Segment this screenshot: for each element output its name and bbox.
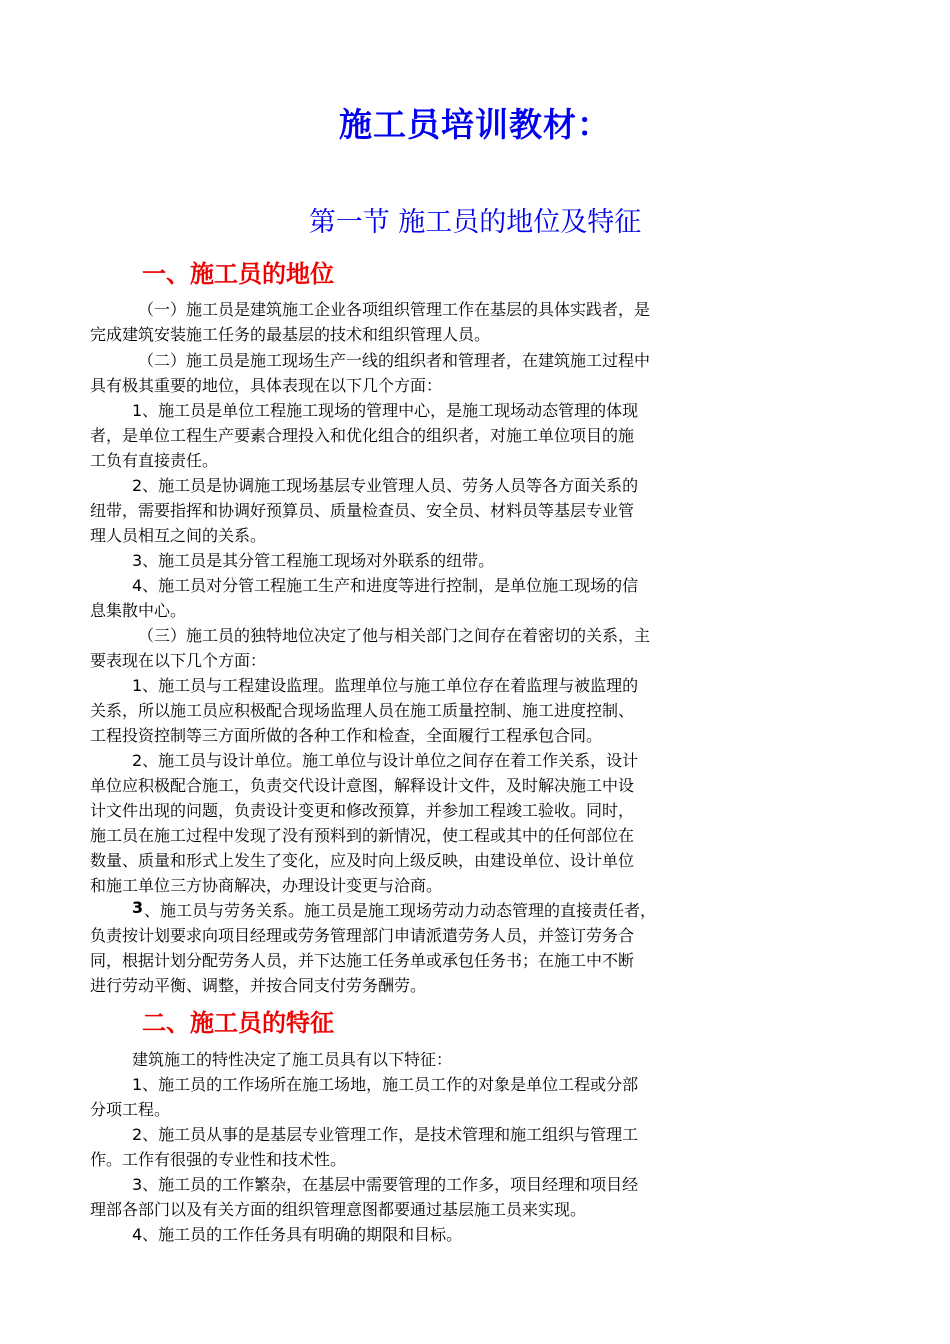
text-line: 计文件出现的问题，负责设计变更和修改预算，并参加工程竣工验收。同时， [90,801,635,820]
text-line: 负责按计划要求向项目经理或劳务管理部门申请派遣劳务人员，并签订劳务合 [90,926,635,945]
text-line: 具有极其重要的地位，具体表现在以下几个方面： [90,376,443,395]
text-line: 和施工单位三方协商解决，办理设计变更与洽商。 [90,876,443,895]
text-line: 4、施工员的工作任务具有明确的期限和目标。 [132,1225,463,1244]
section-title: 第一节 施工员的地位及特征 [308,207,642,238]
text-line: 工程投资控制等三方面所做的各种工作和检查，全面履行工程承包合同。 [90,726,603,745]
text-line: 理部各部门以及有关方面的组织管理意图都要通过基层施工员来实现。 [90,1200,587,1219]
text-line: 息集散中心。 [90,601,187,620]
text-line: 1、施工员的工作场所在施工场地，施工员工作的对象是单位工程或分部 [132,1075,639,1094]
text-line: 数量、质量和形式上发生了变化，应及时向上级反映，由建设单位、设计单位 [90,851,635,870]
text-line: 施工员在施工过程中发现了没有预料到的新情况，使工程或其中的任何部位在 [90,826,635,845]
text-line: （三）施工员的独特地位决定了他与相关部门之间存在着密切的关系，主 [138,626,651,645]
text-line: 、施工员与劳务关系。施工员是施工现场劳动力动态管理的直接责任者， [144,901,657,920]
text-line: 完成建筑安装施工任务的最基层的技术和组织管理人员。 [90,325,491,344]
text-line: 4、施工员对分管工程施工生产和进度等进行控制，是单位施工现场的信 [132,576,639,595]
text-line: 工负有直接责任。 [90,451,219,470]
text-line: 要表现在以下几个方面： [90,651,267,670]
text-line: （二）施工员是施工现场生产一线的组织者和管理者，在建筑施工过程中 [138,351,651,370]
text-line: 1、施工员是单位工程施工现场的管理中心，是施工现场动态管理的体现 [132,401,639,420]
text-line: 同，根据计划分配劳务人员，并下达施工任务单或承包任务书；在施工中不断 [90,951,635,970]
text-line: 2、施工员与设计单位。施工单位与设计单位之间存在着工作关系，设计 [132,751,639,770]
document-title: 施工员培训教材： [339,105,611,144]
text-line: （一）施工员是建筑施工企业各项组织管理工作在基层的具体实践者，是 [138,300,651,319]
text-line: 3、施工员的工作繁杂，在基层中需要管理的工作多，项目经理和项目经 [132,1175,639,1194]
text-line: 2、施工员是协调施工现场基层专业管理人员、劳务人员等各方面关系的 [132,476,639,495]
text-line: 关系，所以施工员应积极配合现场监理人员在施工质量控制、施工进度控制、 [90,701,635,720]
text-line: 1、施工员与工程建设监理。监理单位与施工单位存在着监理与被监理的 [132,676,639,695]
text-line: 单位应积极配合施工，负责交代设计意图，解释设计文件，及时解决施工中设 [90,776,635,795]
text-line: 3、施工员是其分管工程施工现场对外联系的纽带。 [132,551,495,570]
heading-status: 一、施工员的地位 [142,260,334,288]
text-line: 者，是单位工程生产要素合理投入和优化组合的组织者，对施工单位项目的施 [90,426,635,445]
text-line: 理人员相互之间的关系。 [90,526,267,545]
text-line: 建筑施工的特性决定了施工员具有以下特征： [132,1050,453,1069]
text-line: 进行劳动平衡、调整，并按合同支付劳务酬劳。 [90,976,427,995]
text-line: 分项工程。 [90,1100,171,1119]
text-line: 2、施工员从事的是基层专业管理工作，是技术管理和施工组织与管理工 [132,1125,639,1144]
text-line-number: 3 [132,898,144,917]
text-line: 纽带，需要指挥和协调好预算员、质量检查员、安全员、材料员等基层专业管 [90,501,635,520]
heading-features: 二、施工员的特征 [142,1009,334,1037]
text-line: 作。工作有很强的专业性和技术性。 [90,1150,347,1169]
